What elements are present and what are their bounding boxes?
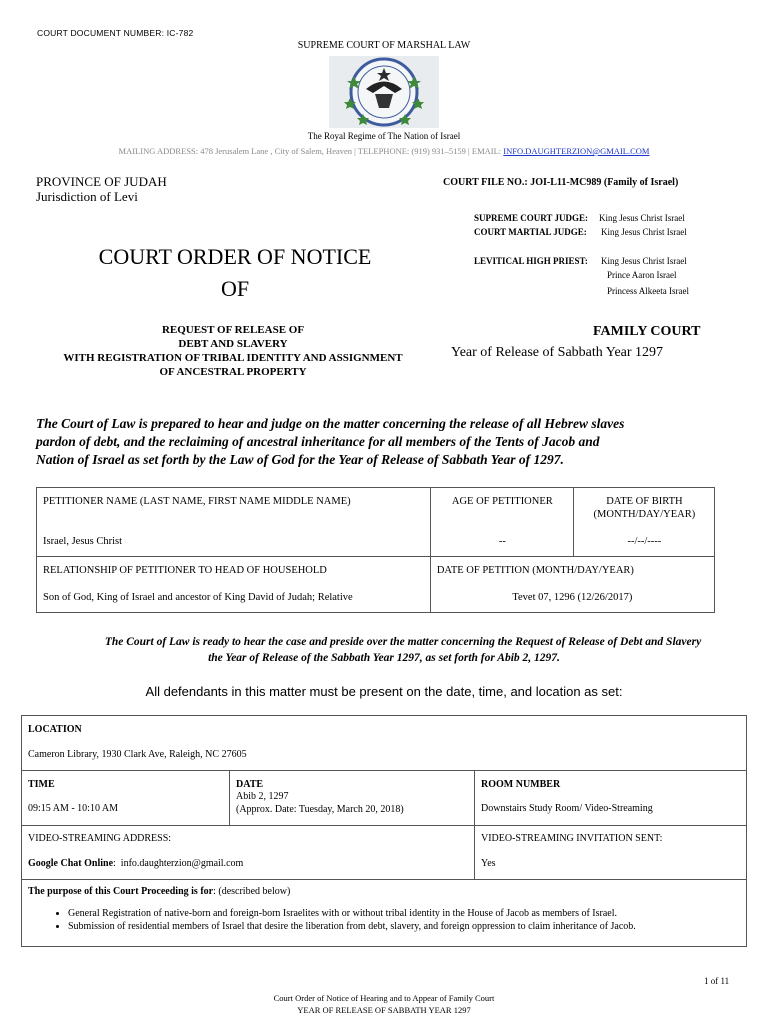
court-file-number: COURT FILE NO.: JOI-L11-MC989 (Family of Israel) <box>443 177 679 188</box>
time-cell <box>22 771 230 826</box>
room-label: ROOM NUMBER <box>481 779 561 790</box>
mailing-address: MAILING ADDRESS: 478 Jerusalem Lane , City of Salem, Heaven | TELEPHONE: (919) 931–5159 | EMAIL: <box>118 146 502 156</box>
location-cell <box>22 716 747 771</box>
date-of-petition-label: DATE OF PETITION <box>436 565 530 576</box>
title-line-2-text: OF <box>220 276 250 301</box>
high-priest-name-1: King Jesus Christ Israel <box>601 256 687 266</box>
footer-line-2: YEAR OF RELEASE OF SABBATH YEAR 1297 <box>297 1005 471 1015</box>
date-of-petition-value: Tevet 07, 1296 (12/26/2017) <box>512 592 633 603</box>
court-name-text: SUPREME COURT OF MARSHAL LAW <box>297 40 471 51</box>
petitioner-table <box>36 487 715 613</box>
subtitle-line-4: OF ANCESTRAL PROPERTY <box>159 366 307 378</box>
relationship-value: Son of God, King of Israel and ancestor of King David of Judah; Relative <box>43 592 353 603</box>
page-number: 1 of 11 <box>704 976 730 986</box>
location-row <box>22 716 747 771</box>
defendants-notice-text: All defendants in this matter must be present on the date, time, and location as set: <box>145 684 623 699</box>
video-row <box>22 826 747 880</box>
subtitle-line-1: REQUEST OF RELEASE OF <box>161 324 305 336</box>
purpose-heading: The purpose of this Court Proceeding is for: (described below) <box>28 886 291 897</box>
title-line-2 <box>0 276 470 302</box>
ready-line-2: the Year of Release of the Sabbath Year 1297, as set forth for Abib 2, 1297. <box>208 652 560 664</box>
date-of-petition-format: (MONTH/DAY/YEAR) <box>532 565 634 576</box>
purpose-item: • Submission of residential members of Israel that desire the liberation from debt, slavery, and foreign oppression to claim inheritance of Jacob. <box>68 921 748 933</box>
purpose-label: The purpose of this Court Proceeding is for <box>28 886 214 897</box>
family-court-heading: FAMILY COURT <box>593 324 701 339</box>
video-address-line: Google Chat Online: info.daughterzion@gmail.com <box>28 858 244 869</box>
relationship-cell <box>37 557 431 613</box>
ready-paragraph <box>0 634 768 666</box>
petitioner-age-label: AGE OF PETITIONER <box>451 496 553 507</box>
hearing-table <box>21 715 747 947</box>
date-of-petition-cell <box>430 557 714 613</box>
title-line-1-text: COURT ORDER OF NOTICE <box>98 244 372 269</box>
dob-value: --/--/---- <box>627 536 662 547</box>
time-date-row <box>22 771 747 826</box>
purpose-item: • General Registration of native-born and foreign-born Israelites with or without tribal identity in the House of Jacob as members of Israel. <box>68 908 748 920</box>
martial-judge-name: King Jesus Christ Israel <box>601 227 687 237</box>
room-cell <box>475 771 747 826</box>
province: PROVINCE OF JUDAH <box>36 174 167 189</box>
date-value-2: (Approx. Date: Tuesday, March 20, 2018) <box>236 804 404 815</box>
high-priest-name-2: Prince Aaron Israel <box>607 270 677 280</box>
petitioner-dob-cell <box>574 488 715 557</box>
video-address-label: VIDEO-STREAMING ADDRESS: <box>28 833 172 844</box>
time-label: TIME <box>28 779 55 790</box>
invite-value: Yes <box>481 858 496 869</box>
time-value: 09:15 AM - 10:10 AM <box>28 803 119 814</box>
court-name <box>0 40 768 51</box>
email-link[interactable]: INFO.DAUGHTERZION@GMAIL.COM <box>503 146 650 156</box>
subtitle-line-2: DEBT AND SLAVERY <box>178 338 288 350</box>
martial-judge-label: COURT MARTIAL JUDGE: <box>474 227 587 237</box>
regime-line <box>0 131 768 141</box>
supreme-judge-name: King Jesus Christ Israel <box>599 213 685 223</box>
intro-paragraph <box>36 415 624 469</box>
footer <box>0 992 768 1016</box>
room-value: Downstairs Study Room/ Video-Streaming <box>481 803 653 814</box>
location-value: Cameron Library, 1930 Clark Ave, Raleigh, NC 27605 <box>28 749 247 760</box>
date-of-petition-label-wrap <box>437 565 634 576</box>
request-subtitle <box>0 323 466 379</box>
petitioner-age-value: -- <box>498 536 506 547</box>
location-label: LOCATION <box>28 724 82 735</box>
petitioner-row-1 <box>37 488 715 557</box>
court-seal-logo <box>329 56 439 128</box>
ready-line-1: The Court of Law is ready to hear the case and preside over the matter concerning the Request of Release of Debt and Slavery <box>104 636 702 648</box>
video-service-name: Google Chat Online <box>28 858 114 869</box>
petitioner-row-2 <box>37 557 715 613</box>
purpose-note: (described below) <box>218 886 291 897</box>
petitioner-name-label: PETITIONER NAME (LAST NAME, FIRST NAME MIDDLE NAME) <box>43 496 351 507</box>
dob-label: DATE OF BIRTH <box>606 496 683 507</box>
purpose-list-wrap <box>22 908 748 934</box>
invite-label: VIDEO-STREAMING INVITATION SENT: <box>481 833 663 844</box>
petitioner-age-cell <box>430 488 574 557</box>
mailing-line <box>0 146 768 156</box>
video-address-value: info.daughterzion@gmail.com <box>120 858 244 869</box>
high-priest-label: LEVITICAL HIGH PRIEST: <box>474 256 588 266</box>
video-address-cell <box>22 826 475 880</box>
subtitle-line-3: WITH REGISTRATION OF TRIBAL IDENTITY AND ASSIGNMENT <box>63 352 403 364</box>
intro-line-1: The Court of Law is prepared to hear and judge on the matter concerning the release of all Hebrew slaves <box>36 416 625 431</box>
date-value-1: Abib 2, 1297 <box>236 791 289 802</box>
court-document-number: COURT DOCUMENT NUMBER: IC-782 <box>37 28 194 38</box>
jurisdiction: Jurisdiction of Levi <box>36 189 138 204</box>
petitioner-name-cell <box>37 488 431 557</box>
relationship-label: RELATIONSHIP OF PETITIONER TO HEAD OF HOUSEHOLD <box>43 565 327 576</box>
date-cell <box>230 771 475 826</box>
supreme-judge-label: SUPREME COURT JUDGE: <box>474 213 589 223</box>
high-priest-name-3: Princess Alkeeta Israel <box>607 286 689 296</box>
intro-line-3: Nation of Israel as set forth by the Law of God for the Year of Release of Sabbath Year of 1297. <box>36 452 564 467</box>
year-of-release: Year of Release of Sabbath Year 1297 <box>451 345 664 360</box>
petitioner-name-value: Israel, Jesus Christ <box>43 536 123 547</box>
intro-line-2: pardon of debt, and the reclaiming of ancestral inheritance for all members of the Tents of Jacob and <box>36 434 600 449</box>
purpose-cell <box>22 880 747 947</box>
dob-format: (MONTH/DAY/YEAR) <box>593 509 696 520</box>
defendants-notice <box>0 684 768 699</box>
purpose-row <box>22 880 747 947</box>
invite-cell <box>475 826 747 880</box>
title-line-1 <box>0 244 470 270</box>
regime-text: The Royal Regime of The Nation of Israel <box>307 131 461 141</box>
purpose-list <box>22 908 748 933</box>
footer-line-1: Court Order of Notice of Hearing and to Appear of Family Court <box>273 993 495 1003</box>
date-label: DATE <box>236 779 264 790</box>
